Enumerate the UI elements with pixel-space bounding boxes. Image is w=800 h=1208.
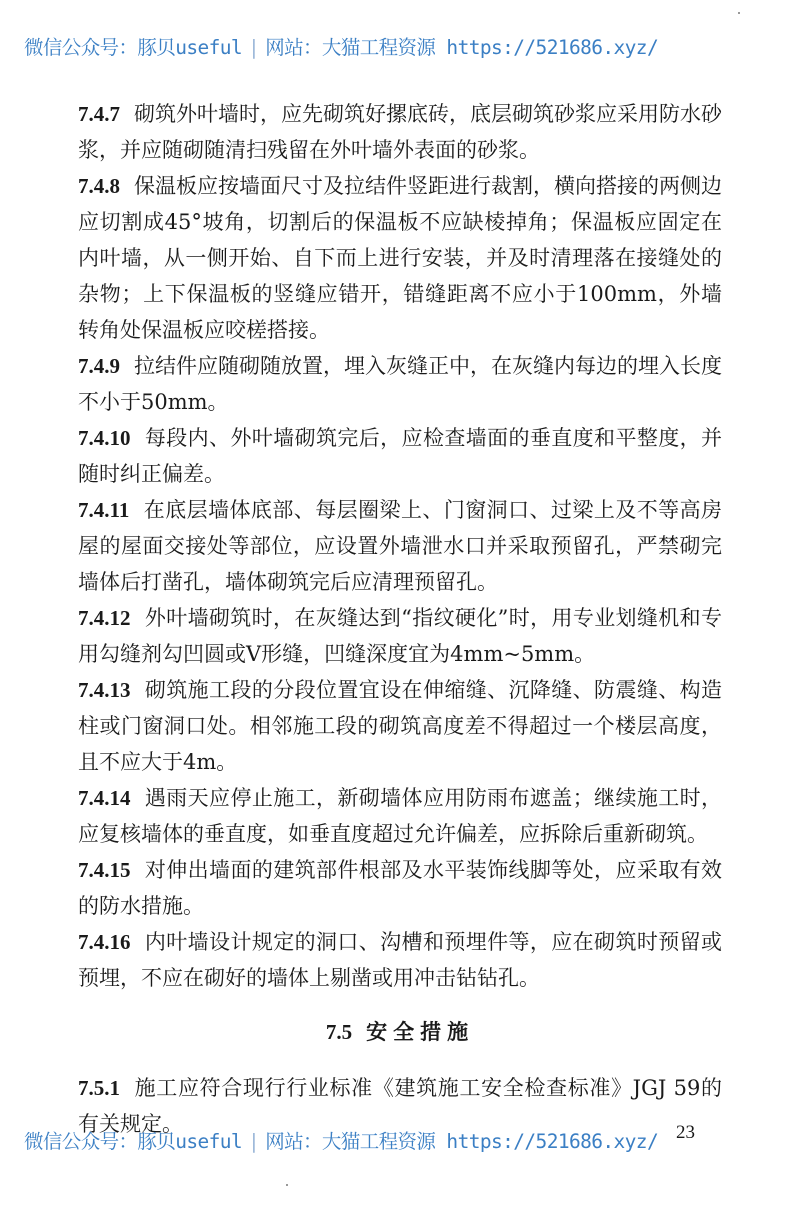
- scan-speck: [286, 1184, 288, 1186]
- clause-text: 对伸出墙面的建筑部件根部及水平装饰线脚等处，应采取有效的防水措施。: [78, 858, 722, 918]
- clause-7-4-16: [78, 924, 722, 996]
- clause-number: 7.4.14: [78, 786, 131, 810]
- clause-text: 内叶墙设计规定的洞口、沟槽和预埋件等，应在砌筑时预留或预埋，不应在砌好的墙体上剔凿或用冲击钻钻孔。: [78, 930, 722, 990]
- watermark-top: [24, 32, 784, 60]
- clause-text: 施工应符合现行行业标准《建筑施工安全检查标准》JGJ 59的有关规定。: [78, 1076, 722, 1136]
- clause-7-4-8: [78, 168, 722, 348]
- clause-text: 砌筑施工段的分段位置宜设在伸缩缝、沉降缝、防震缝、构造柱或门窗洞口处。相邻施工段的砌筑高度差不得超过一个楼层高度，且不应大于4m。: [78, 678, 722, 774]
- clause-number: 7.4.9: [78, 354, 120, 378]
- section-heading: [78, 1014, 722, 1050]
- watermark-wechat: 微信公众号：豚贝useful: [24, 1130, 243, 1153]
- clause-7-4-11: [78, 492, 722, 600]
- clause-7-4-15: [78, 852, 722, 924]
- clause-number: 7.4.12: [78, 606, 131, 630]
- clause-number: 7.5.1: [78, 1076, 120, 1100]
- clause-7-4-12: [78, 600, 722, 672]
- clause-text: 砌筑外叶墙时，应先砌筑好摞底砖，底层砌筑砂浆应采用防水砂浆，并应随砌随清扫残留在外叶墙外表面的砂浆。: [78, 102, 722, 162]
- clause-text: 外叶墙砌筑时，在灰缝达到“指纹硬化”时，用专业划缝机和专用勾缝剂勾凹圆或V形缝，凹缝深度宜为4mm~5mm。: [78, 606, 722, 666]
- page-number: 23: [676, 1122, 695, 1143]
- clause-7-4-13: [78, 672, 722, 780]
- clause-number: 7.4.8: [78, 174, 120, 198]
- watermark-site: 网站：大猫工程资源 https://521686.xyz/: [265, 36, 659, 59]
- section-number: 7.5: [325, 1020, 353, 1044]
- scan-speck: [738, 12, 740, 14]
- clause-text: 每段内、外叶墙砌筑完后，应检查墙面的垂直度和平整度，并随时纠正偏差。: [78, 426, 722, 486]
- clause-text: 拉结件应随砌随放置，埋入灰缝正中，在灰缝内每边的埋入长度不小于50mm。: [78, 354, 722, 414]
- clause-7-4-7: [78, 96, 722, 168]
- watermark-bottom: [24, 1126, 784, 1154]
- clause-7-4-10: [78, 420, 722, 492]
- clause-text: 保温板应按墙面尺寸及拉结件竖距进行裁割，横向搭接的两侧边应切割成45°坡角，切割后的保温板不应缺棱掉角；保温板应固定在内叶墙，从一侧开始、自下而上进行安装，并及时清理落在接缝处的杂物；上下保温板的竖缝应错开，错缝距离不应小于100mm，外墙转角处保温板应咬槎搭接。: [78, 174, 722, 342]
- clause-text: 在底层墙体底部、每层圈梁上、门窗洞口、过梁上及不等高房屋的屋面交接处等部位，应设置外墙泄水口并采取预留孔，严禁砌完墙体后打凿孔，墙体砌筑完后应清理预留孔。: [78, 498, 722, 594]
- clause-number: 7.4.7: [78, 102, 120, 126]
- clause-7-4-14: [78, 780, 722, 852]
- page-content: [78, 96, 722, 1142]
- clause-number: 7.4.15: [78, 858, 131, 882]
- clause-number: 7.4.10: [78, 426, 131, 450]
- clause-text: 遇雨天应停止施工，新砌墙体应用防雨布遮盖；继续施工时，应复核墙体的垂直度，如垂直度超过允许偏差，应拆除后重新砌筑。: [78, 786, 722, 846]
- watermark-site: 网站：大猫工程资源 https://521686.xyz/: [265, 1130, 659, 1153]
- watermark-separator: |: [248, 36, 260, 59]
- section-title: 安全措施: [366, 1019, 475, 1044]
- clause-number: 7.4.13: [78, 678, 131, 702]
- clause-number: 7.4.11: [78, 498, 130, 522]
- clause-number: 7.4.16: [78, 930, 131, 954]
- watermark-separator: |: [248, 1130, 260, 1153]
- watermark-wechat: 微信公众号：豚贝useful: [24, 36, 243, 59]
- clause-7-4-9: [78, 348, 722, 420]
